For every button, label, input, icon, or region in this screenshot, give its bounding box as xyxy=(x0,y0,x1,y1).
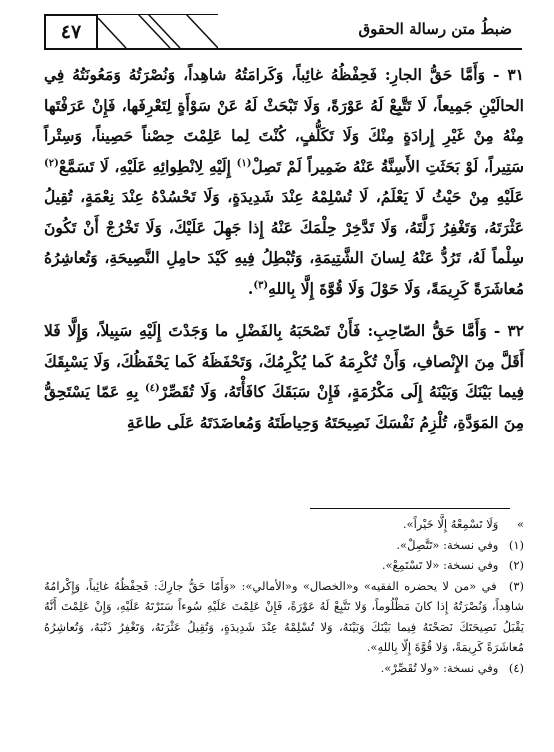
footnote-1 xyxy=(44,535,524,556)
paragraph-text: وَأَمَّا حَقُّ الصّاحِبِ: فَأَنْ تَصْحَبَهُ بِالفَضْلِ ما وَجَدْتَ إِلَيْهِ سَبِيلاً، وَإِلَّا فَلا أَقَلَّ مِنَ الإِنْصافِ، وَأَنْ تُكْرِمَهُ كَما يُكْرِمُكَ، وَتَحْفَظَهُ كَما يَحْفَظُكَ، وَلَا يَسْبِقَكَ فِيما بَيْنَكَ وَبَيْنَهُ إِلَى مَكْرُمَةٍ، فَإِنْ سَبَقَكَ كافَأْتَهُ، وَلَا تُقَصِّرْ xyxy=(44,321,524,401)
footnote-ref-1: (١) xyxy=(236,157,252,169)
footnote-marker: (٣) xyxy=(508,578,525,593)
dash: - xyxy=(486,321,508,340)
footnote-marker: (١) xyxy=(508,537,524,552)
main-text xyxy=(44,60,524,450)
paragraph-text: وَأَمَّا حَقُّ الجارِ: فَحِفْظُهُ غائِباً، وَكَرامَتُهُ شاهِداً، وَنُصْرَتُهُ وَمَعُونَتُهُ فِي الحالَيْنِ جَمِيعاً، لَا تَتَّبِعْ لَهُ عَوْرَةً، وَلَا تَبْحَثْ لَهُ عَنْ سَوْأَةٍ لِتَعْرِفَها، فَإِنْ عَرَفْتَها مِنْهُ مِنْ غَيْرِ إِرادَةٍ مِنْكَ وَلَا تَكَلُّفٍ، كُنْتَ لِما عَلِمْتَ حِصْناً حَصِيناً، وَسِتْراً سَتِيراً، لَوْ بَحَثَتِ الأَسِنَّةُ عَنْهُ ضَمِيراً لَمْ تَصِلْ xyxy=(44,65,524,176)
footnote-marker: (٢) xyxy=(508,558,524,572)
page-number: ٤٧ xyxy=(44,14,98,48)
footnote-ref-4: (٤) xyxy=(144,382,160,394)
footnote-marker: » xyxy=(516,517,524,531)
dash: - xyxy=(485,65,508,84)
footnote-text: في «من لا يحضره الفقيه» و«الخصال» و«الأمالي»: «وَأَمّا حَقُّ جارِكَ: فَحِفْظُهُ غائِباً، وَإِكْرامُهُ شاهِداً، وَنُصْرَتُهُ إِذا كانَ مَظْلُوماً، وَلا تَتَّبِعْ لَهُ عَوْرَةً، فَإِنْ عَلِمْتَ عَلَيْهِ سُوءاً سَتَرْتَهُ عَلَيْهِ، وَإِنْ عَلِمْتَ أَنَّهُ يَقْبَلُ نَصِيحَتَكَ نَصَحْتَهُ فِيما بَيْنَكَ وَبَيْنَهُ، وَلا تُسْلِمْهُ عِنْدَ شَدِيدَةٍ، وَتُقِيلُ عَثْرَتَهُ، وَتَغْفِرُ ذَنْبَهُ، وَتُعاشِرُهُ مُعاشَرَةً كَرِيمَةً، وَلا قُوَّةَ إِلّا بِاللهِ». xyxy=(44,578,524,654)
paragraph-32 xyxy=(44,316,524,438)
paragraph-number: ٣١ xyxy=(507,65,524,84)
footnote-separator xyxy=(310,508,510,509)
footnote-2 xyxy=(44,555,524,576)
footnote-4 xyxy=(44,658,524,679)
footnote-ref-3: (٣) xyxy=(253,279,269,291)
footnote-text: وفي نسخة: «تَتَّصِلْ». xyxy=(396,537,499,552)
paragraph-text: بِهِ عَمّا يَسْتَحِقُّ مِنَ المَوَدَّةِ، تُلْزِمُ نَفْسَكَ نَصِيحَتَهُ وَحِياطَتَهُ وَمُعاضَدَتَهُ عَلَى طاعَةِ xyxy=(44,382,524,432)
paragraph-number: ٣٢ xyxy=(507,321,524,340)
paragraph-text: إِلَيْهِ لِانْطِوائِهِ عَلَيْهِ، لَا تَسَمَّعْ xyxy=(58,156,231,176)
footnote-3 xyxy=(44,576,524,658)
footnote-text: وفي نسخة: «لا تَسْتَمِعْ». xyxy=(381,558,499,572)
footnote-text: وَلَا تَسْمِعْهُ إِلَّا خَيْراً». xyxy=(402,517,499,531)
paragraph-text: عَلَيْهِ مِنْ حَيْثُ لَا يَعْلَمُ، لَا تُسْلِمْهُ عِنْدَ شَدِيدَةٍ، وَلَا تَحْسُدْهُ عِنْدَ نِعْمَةٍ، تُقِيلُ عَثْرَتَهُ، وَتَغْفِرُ زَلَّتَهُ، وَلَا تَدَّخِرْ حِلْمَكَ عَنْهُ إِذا جَهِلَ عَلَيْكَ، وَلَا تَخْرُجْ أَنْ تَكُونَ سِلْماً لَهُ، تَرُدُّ عَنْهُ لِسانَ الشَّتِيمَةِ، وَتُبْطِلُ فِيهِ كَيْدَ حامِلِ النَّصِيحَةِ، وَتُعاشِرُهُ مُعاشَرَةً كَرِيمَةً، وَلَا حَوْلَ وَلَا قُوَّةَ إِلَّا بِاللهِ xyxy=(44,187,524,298)
paragraph-31 xyxy=(44,60,524,304)
footnotes xyxy=(44,514,524,678)
header-rule xyxy=(44,48,522,50)
period: . xyxy=(247,278,254,298)
footnote-text: وفي نسخة: «ولا تُقَصِّرْ». xyxy=(380,660,499,675)
page-header xyxy=(44,14,522,50)
footnote-continuation xyxy=(44,514,524,535)
footnote-marker: (٤) xyxy=(508,660,524,675)
header-ornament xyxy=(98,14,218,48)
running-title: ضبطُ متن رسالة الحقوق xyxy=(358,20,512,38)
footnote-ref-2: (٢) xyxy=(44,157,59,169)
